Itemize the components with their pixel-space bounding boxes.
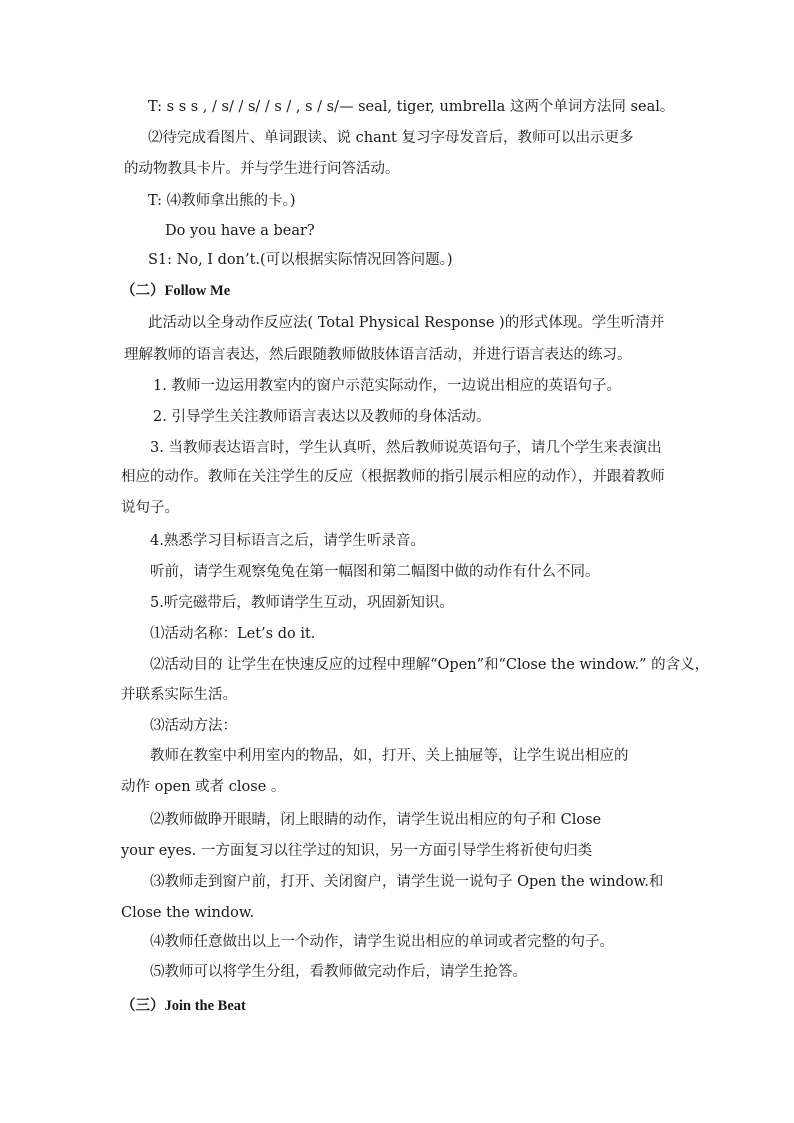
text-line: 听前，请学生观察兔兔在第一幅图和第二幅图中做的动作有什么不同。 — [150, 564, 600, 580]
text-line: Do you have a bear? — [165, 223, 315, 239]
text-line: 5.听完磁带后，教师请学生互动，巩固新知识。 — [150, 595, 454, 611]
text-line: ⑶活动方法： — [150, 718, 237, 734]
text-line: 动作 open 或者 close 。 — [121, 779, 286, 795]
text-line: 理解教师的语言表达，然后跟随教师做肢体语言活动，并进行语言表达的练习。 — [124, 347, 632, 363]
text-line: 此活动以全身动作反应法( Total Physical Response )的形式体现。学生听清并 — [148, 315, 665, 331]
text-line: S1: No, I don’t.(可以根据实际情况回答问题。) — [148, 252, 453, 268]
text-line: 4.熟悉学习目标语言之后，请学生听录音。 — [150, 533, 425, 549]
text-line: ⑸教师可以将学生分组，看教师做完动作后，请学生抢答。 — [150, 964, 527, 980]
section-heading: （二）Follow Me — [121, 283, 231, 299]
text-line: 2. 引导学生关注教师语言表达以及教师的身体活动。 — [153, 409, 491, 425]
text-line: T: ⑷教师拿出熊的卡。) — [148, 193, 296, 209]
text-line: ⑵活动目的 让学生在快速反应的过程中理解“Open”和“Close the window.” 的含义， — [150, 657, 710, 673]
text-line: 3. 当教师表达语言时，学生认真听，然后教师说英语句子，请几个学生来表演出 — [150, 440, 662, 456]
text-line: 说句子。 — [121, 500, 179, 516]
text-line: your eyes. 一方面复习以往学过的知识，另一方面引导学生将祈使句归类 — [121, 843, 593, 859]
text-line: 的动物教具卡片。并与学生进行问答活动。 — [124, 161, 400, 177]
text-line: 1. 教师一边运用教室内的窗户示范实际动作，一边说出相应的英语句子。 — [153, 378, 621, 394]
text-line: 教师在教室中利用室内的物品，如，打开、关上抽屉等，让学生说出相应的 — [150, 748, 629, 764]
text-line: ⑵教师做睁开眼睛，闭上眼睛的动作，请学生说出相应的句子和 Close — [150, 812, 602, 828]
text-line: ⑵待完成看图片、单词跟读、说 chant 复习字母发音后，教师可以出示更多 — [148, 130, 634, 146]
section-heading: （三）Join the Beat — [121, 998, 246, 1014]
text-line: 并联系实际生活。 — [121, 687, 237, 703]
text-line: Close the window. — [121, 905, 255, 921]
text-line: ⑴活动名称：Let’s do it. — [150, 626, 316, 642]
text-line: T: s s s , / s/ / s/ / s / , s / s/— seal, tiger, umbrella 这两个单词方法同 seal。 — [148, 99, 675, 115]
text-line: ⑶教师走到窗户前，打开、关闭窗户，请学生说一说句子 Open the window.和 — [150, 874, 664, 890]
text-line: ⑷教师任意做出以上一个动作，请学生说出相应的单词或者完整的句子。 — [150, 934, 614, 950]
text-line: 相应的动作。教师在关注学生的反应（根据教师的指引展示相应的动作），并跟着教师 — [121, 469, 665, 485]
